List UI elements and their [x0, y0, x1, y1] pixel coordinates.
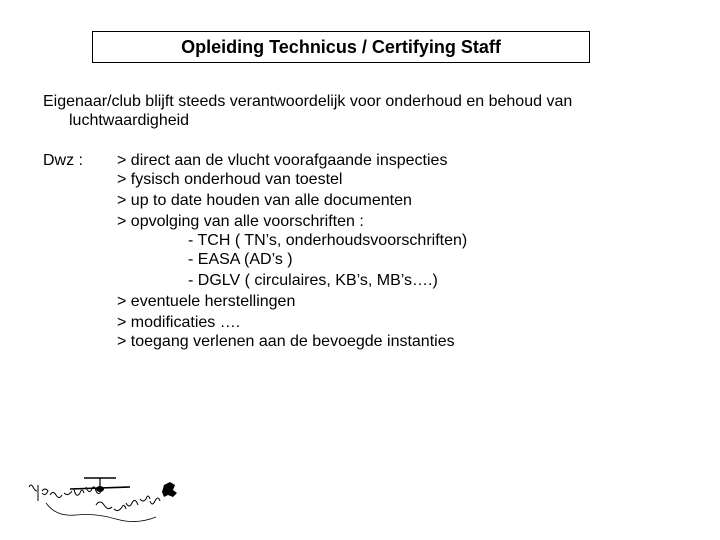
- list-item: > opvolging van alle voorschriften :: [117, 213, 364, 230]
- list-item: > toegang verlenen aan de bevoegde instanties: [117, 333, 455, 350]
- dwz-label: Dwz :: [43, 152, 83, 169]
- intro-line-2: luchtwaardigheid: [69, 112, 190, 129]
- list-item: > modificaties ….: [117, 314, 241, 331]
- intro-line-1: Eigenaar/club blijft steeds verantwoordelijk voor onderhoud en behoud van: [43, 93, 573, 110]
- list-item: > up to date houden van alle documenten: [117, 192, 412, 209]
- list-item: > eventuele herstellingen: [117, 293, 296, 310]
- list-item: > direct aan de vlucht voorafgaande inspecties: [117, 152, 448, 169]
- list-item: > fysisch onderhoud van toestel: [117, 171, 343, 188]
- sub-list-item: - EASA (AD’s ): [188, 251, 293, 268]
- slide-title: [92, 31, 590, 63]
- glider-club-logo-icon: [26, 473, 186, 525]
- task-list: [117, 151, 697, 351]
- slide-title-text: Opleiding Technicus / Certifying Staff: [181, 36, 501, 57]
- sub-list-item: - TCH ( TN’s, onderhoudsvoorschriften): [188, 232, 468, 249]
- sub-list-item: - DGLV ( circulaires, KB’s, MB’s….): [188, 272, 438, 289]
- intro-paragraph: [43, 92, 683, 130]
